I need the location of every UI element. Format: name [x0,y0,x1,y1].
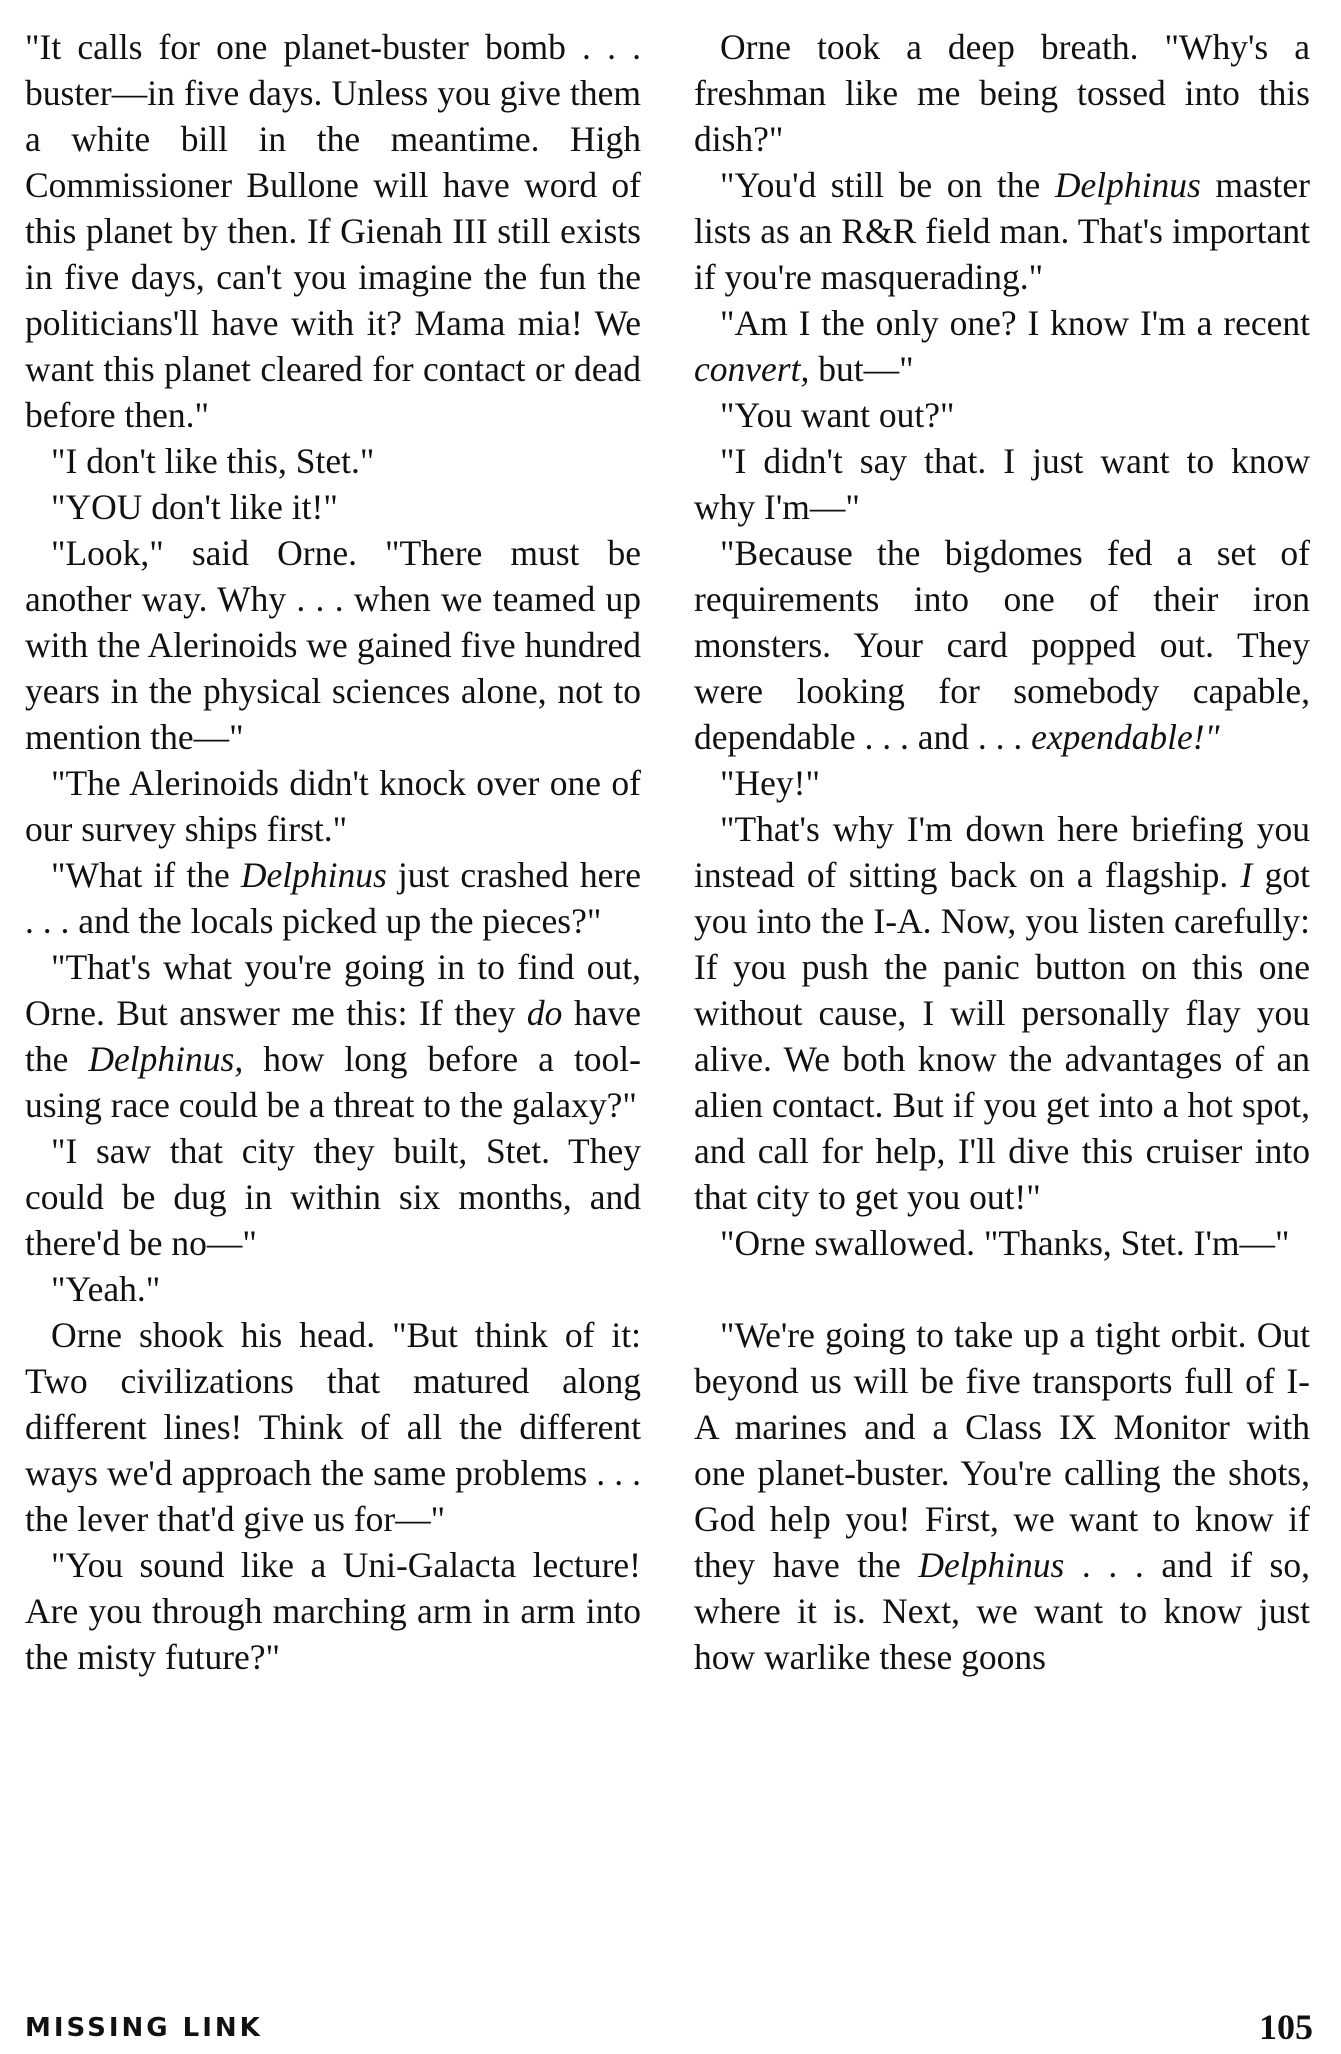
paragraph: "Am I the only one? I know I'm a recent convert, but—" [694,303,1310,389]
ship-name: Delphinus [918,1545,1065,1585]
ship-name: Delphinus [240,855,387,895]
paragraph: "It calls for one planet-buster bomb . . . buster—in five days. Unless you give them a white bill in the meantime. High Commissioner Bullone will have word of this planet by then. If Gienah III still exists in five days, can't you imagine the fun the politicians'll have with it? Mama mia! We want this planet cleared for contact or dead before then." [25,27,641,435]
paragraph: "I don't like this, Stet." [51,441,375,481]
paragraph: "Look," said Orne. "There must be another way. Why . . . when we teamed up with the Alerinoids we gained five hundred years in the physical sciences alone, not to mention the—" [25,533,641,757]
ship-name: Delphinus, [88,1039,244,1079]
paragraph: "You want out?" [720,395,955,435]
paragraph: "We're going to take up a tight orbit. Out beyond us will be five transports full of I-A marines and a Class IX Monitor with one planet-buster. You're calling the shots, God help you! First, we want to know if they have the Delphinus . . . and if so, where it is. Next, we want to know just how warlike these goons [694,1315,1310,1677]
paragraph: "Yeah." [51,1269,161,1309]
paragraph: "What if the Delphinus just crashed here . . . and the locals picked up the pieces?" [25,855,641,941]
paragraph: "I didn't say that. I just want to know why I'm—" [694,441,1310,527]
emphasis: do [526,993,563,1033]
emphasis: convert, [694,349,810,389]
paragraph: "Orne swallowed. "Thanks, Stet. I'm—" [720,1223,1290,1263]
paragraph: "I saw that city they built, Stet. They could be dug in within six months, and there'd be no—" [25,1131,641,1263]
running-title: MISSING LINK [25,2013,263,2043]
paragraph: Orne took a deep breath. "Why's a freshman like me being tossed into this dish?" [694,27,1310,159]
paragraph: "That's what you're going in to find out, Orne. But answer me this: If they do have the Delphinus, how long before a tool-using race could be a threat to the galaxy?" [25,947,641,1125]
ship-name: Delphinus [1054,165,1201,205]
paragraph: "Because the bigdomes fed a set of requirements into one of their iron monsters. Your card popped out. They were looking for somebody capable, dependable . . . and . . . expendable!" [694,533,1310,757]
paragraph: "That's why I'm down here briefing you instead of sitting back on a flagship. I got you into the I-A. Now, you listen carefully: If you push the panic button on this one without cause, I will personally flay you alive. We both know the advantages of an alien contact. But if you get into a hot spot, and call for help, I'll dive this cruiser into that city to get you out!" [694,809,1310,1217]
left-text-column [25,24,641,1680]
paragraph: "You'd still be on the Delphinus master lists as an R&R field man. That's important if you're masquerading." [694,165,1310,297]
paragraph: "You sound like a Uni-Galacta lecture! Are you through marching arm in arm into the misty future?" [25,1545,641,1677]
paragraph: Orne shook his head. "But think of it: Two civilizations that matured along different lines! Think of all the different ways we'd approach the same problems . . . the lever that'd give us for—" [25,1315,641,1539]
page-number: 105 [1259,2007,1313,2047]
emphasis: I [1240,855,1253,895]
emphasis: expendable!" [1031,717,1220,757]
paragraph: "YOU don't like it!" [51,487,338,527]
right-text-column [694,24,1310,1680]
paragraph: "The Alerinoids didn't knock over one of our survey ships first." [25,763,641,849]
paragraph: "Hey!" [720,763,820,803]
